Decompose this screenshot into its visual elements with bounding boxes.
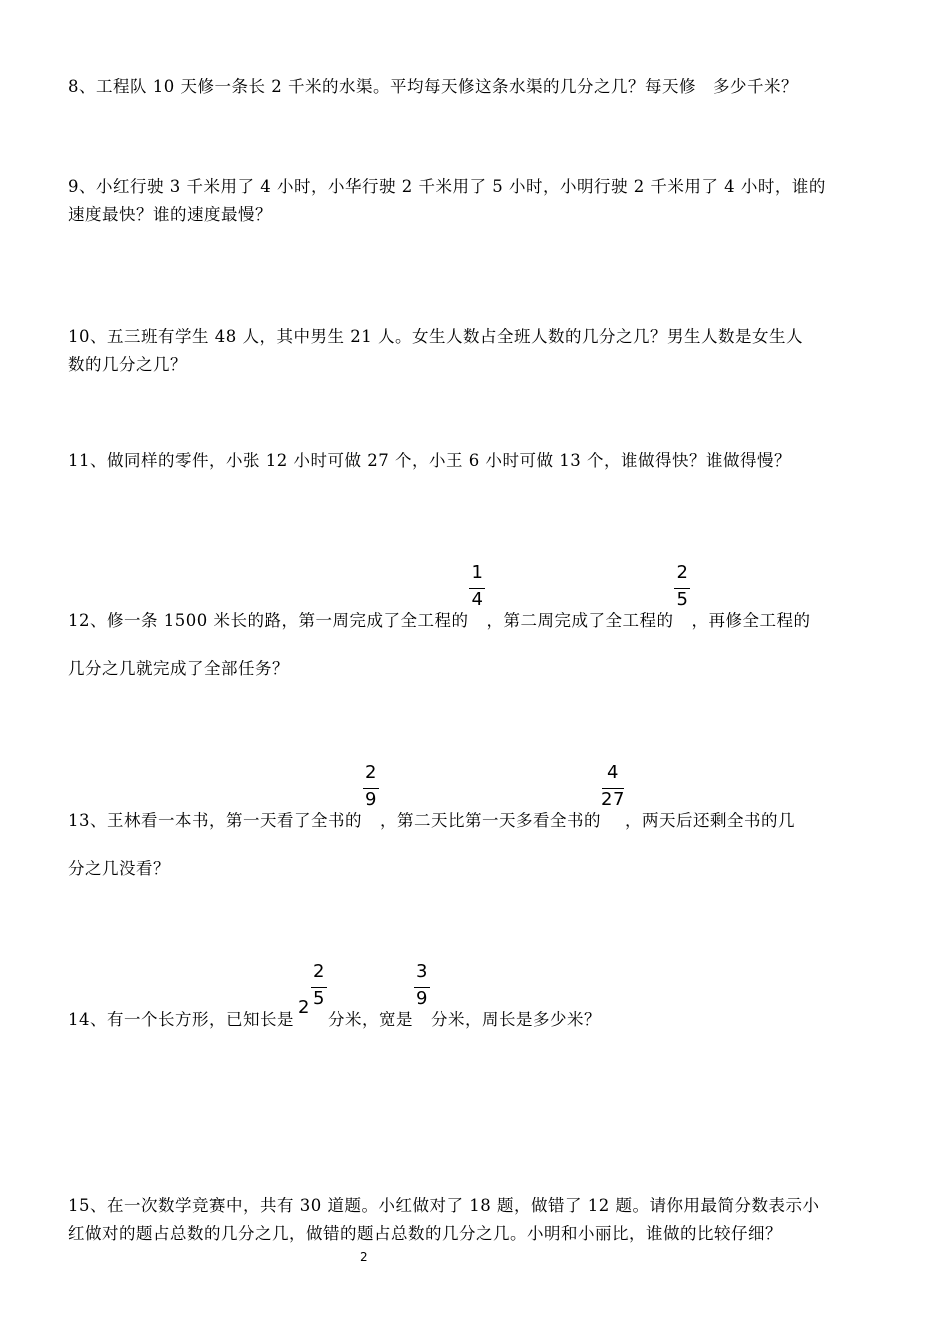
page-number: 2 bbox=[360, 1250, 368, 1264]
fraction-two-fifths bbox=[673, 562, 691, 626]
question-14 bbox=[68, 961, 888, 1034]
fraction-denominator: 4 bbox=[471, 589, 484, 610]
question-12-part3: ，再修全工程的 bbox=[691, 611, 811, 630]
question-13 bbox=[68, 762, 888, 883]
question-9-line1: 9、小红行驶 3 千米用了 4 小时，小华行驶 2 千米用了 5 小时，小明行驶 2 千米用了 4 小时，谁的 bbox=[68, 177, 826, 196]
fraction-numerator: 1 bbox=[471, 562, 484, 583]
fraction-one-quarter bbox=[468, 562, 486, 626]
fraction-numerator: 2 bbox=[365, 762, 377, 783]
question-8-text: 8、工程队 10 天修一条长 2 千米的水渠。平均每天修这条水渠的几分之几？每天修 多少千米？ bbox=[68, 77, 798, 96]
question-15-line1: 15、在一次数学竞赛中，共有 30 道题。小红做对了 18 题，做错了 12 题。请你用最简分数表示小 bbox=[68, 1196, 820, 1215]
question-8 bbox=[68, 73, 888, 101]
question-12-line2: 几分之几就完成了全部任务？ bbox=[68, 659, 289, 678]
question-14-part2: 分米，宽是 bbox=[327, 1010, 413, 1029]
question-10-line2: 数的几分之几？ bbox=[68, 355, 187, 374]
question-10-line1: 10、五三班有学生 48 人，其中男生 21 人。女生人数占全班人数的几分之几？男生人数是女生人 bbox=[68, 327, 803, 346]
fraction-denominator: 9 bbox=[365, 789, 377, 810]
question-10 bbox=[68, 323, 888, 379]
fraction-denominator: 9 bbox=[415, 988, 428, 1009]
question-13-part3: ，两天后还剩全书的几 bbox=[625, 811, 795, 830]
mixed-number-whole: 2 bbox=[298, 997, 310, 1018]
fraction-numerator: 2 bbox=[312, 961, 325, 982]
fraction-numerator: 4 bbox=[607, 762, 619, 783]
question-9 bbox=[68, 173, 888, 229]
question-11 bbox=[68, 447, 888, 475]
fraction-denominator: 5 bbox=[676, 589, 689, 610]
question-13-part1: 13、王林看一本书，第一天看了全书的 bbox=[68, 811, 362, 830]
fraction-denominator: 5 bbox=[312, 988, 325, 1009]
question-12 bbox=[68, 562, 888, 683]
fraction-two-fifths bbox=[310, 961, 328, 1025]
question-15-line2: 红做对的题占总数的几分之几，做错的题占总数的几分之几。小明和小丽比，谁做的比较仔细？ bbox=[68, 1224, 782, 1243]
fraction-numerator: 2 bbox=[676, 562, 689, 583]
question-9-line2: 速度最快？谁的速度最慢？ bbox=[68, 205, 272, 224]
question-13-part2: ，第二天比第一天多看全书的 bbox=[380, 811, 601, 830]
question-12-part1: 12、修一条 1500 米长的路，第一周完成了全工程的 bbox=[68, 611, 469, 630]
question-12-part2: ，第二周完成了全工程的 bbox=[486, 611, 674, 630]
question-14-line1 bbox=[68, 961, 888, 1034]
question-12-line1 bbox=[68, 562, 888, 635]
question-13-line1 bbox=[68, 762, 888, 835]
question-14-part1: 14、有一个长方形，已知长是 bbox=[68, 1010, 294, 1029]
fraction-denominator: 27 bbox=[601, 789, 625, 810]
fraction-three-ninths bbox=[413, 961, 431, 1025]
fraction-four-twentysevenths bbox=[601, 762, 625, 826]
question-13-line2: 分之几没看？ bbox=[68, 859, 170, 878]
question-14-part3: 分米，周长是多少米？ bbox=[430, 1010, 601, 1029]
question-11-text: 11、做同样的零件，小张 12 小时可做 27 个，小王 6 小时可做 13 个，谁做得快？谁做得慢？ bbox=[68, 451, 791, 470]
question-15 bbox=[68, 1192, 888, 1248]
fraction-numerator: 3 bbox=[415, 961, 428, 982]
fraction-two-ninths bbox=[362, 762, 380, 826]
